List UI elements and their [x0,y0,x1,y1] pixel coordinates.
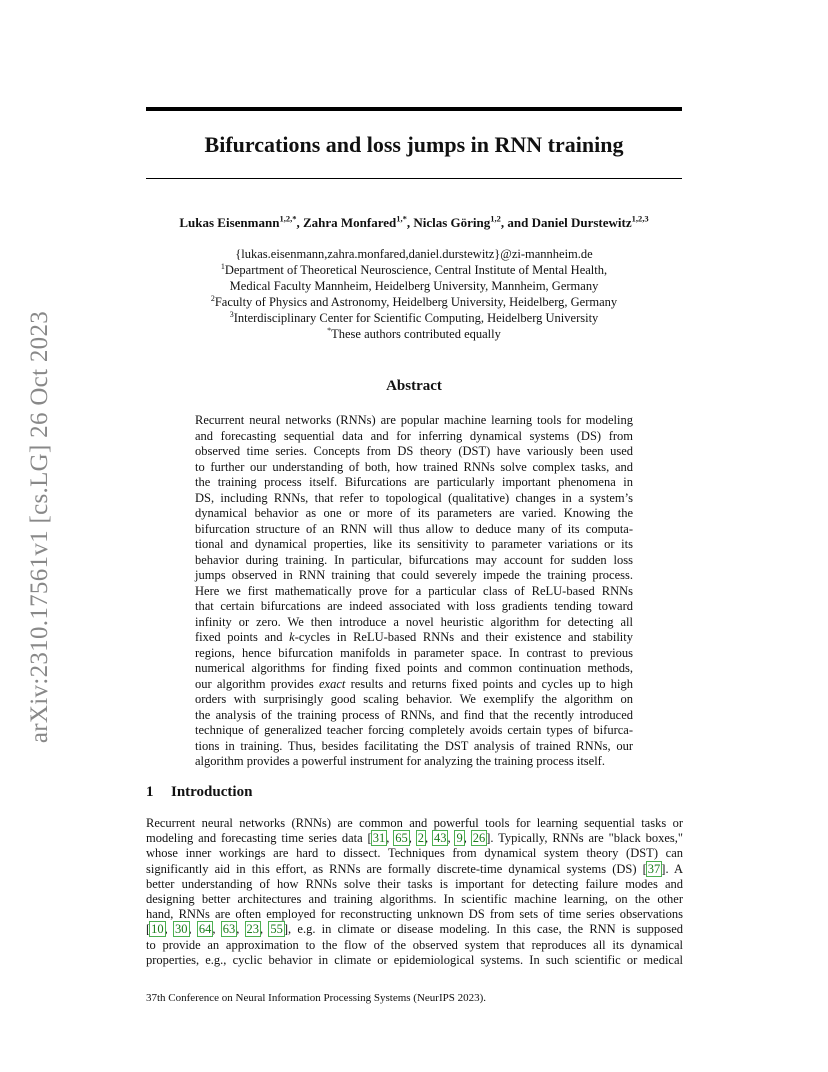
citation-link[interactable]: 43 [433,831,447,846]
body-line: Recurrent neural networks (RNNs) are common and powerful tools for learning sequential tasks or [146,816,683,830]
affiliations [146,246,682,342]
abstract-line: and forecasting sequential data and for inferring dynamical systems (DS) from [195,428,633,443]
affiliation-1 [146,262,682,278]
author-affiliation-marker: 1,2,* [279,213,297,224]
affiliation-text: Department of Theoretical Neuroscience, Central Institute of Mental Health, [224,263,608,277]
affiliation-text: Interdisciplinary Center for Scientific Computing, Heidelberg University [233,311,599,325]
author-separator: , [296,215,303,230]
body-text: [ [146,922,151,937]
body-line: [10, 30, 64, 63, 23, 55], e.g. in climate or disease modeling. In this case, the RNN is supposed [146,922,684,937]
citation-link[interactable]: 37 [647,861,661,876]
affiliation-marker: 3 [229,309,234,319]
author-name: Zahra Monfared [302,215,397,230]
affiliation-2 [146,294,682,310]
citation-link[interactable]: 55 [270,922,283,937]
body-text: ]. Typically, RNNs are "black boxes," [486,831,684,846]
paper-title: Bifurcations and loss jumps in RNN training [204,132,624,157]
author-separator: , and [500,215,532,230]
abstract-line: jumps observed in RNN training that could severely impede the training process. [195,568,633,582]
citation-link[interactable]: 2 [417,831,424,846]
body-line: modeling and forecasting time series data [31, 65, 2, 43, 9, 26]. Typically, RNNs are "black boxes," [146,831,684,846]
citation-link[interactable]: 26 [472,831,486,846]
affiliation-marker: 1 [220,261,225,271]
author-name: Daniel Durstewitz [531,215,632,230]
section-heading-introduction [146,782,682,802]
body-text: ]. A [661,861,684,876]
abstract-line: tions in training. Thus, besides facilitating the DST analysis of trained RNNs, our [195,738,633,753]
body-line: better understanding of how RNNs solve their tasks is important for detecting failure modes and [146,876,683,891]
abstract-line: tional and dynamical properties, like its sensitivity to parameter variations or its [195,537,633,551]
author-name: Lukas Eisenmann [179,215,280,230]
abstract-body [195,413,633,770]
abstract-line: the training process itself. Bifurcations are particularly important phenomena in [195,475,633,489]
abstract-line: to further our understanding of both, how trained RNNs solve complex tasks, and [195,459,633,474]
abstract-line: technique of generalized teacher forcing completely avoids certain types of bifurca- [195,723,633,737]
author-affiliation-marker: 1,* [396,213,407,224]
body-line: properties, e.g., cyclic behavior in climate or epidemiological systems. In such scientific or medical [146,952,683,967]
title-bottom-rule [146,178,682,179]
affiliation-text: Faculty of Physics and Astronomy, Heidelberg University, Heidelberg, Germany [214,295,618,309]
citation-link[interactable]: 31 [372,831,386,846]
title-top-rule [146,107,682,111]
affiliation-1-cont: Medical Faculty Mannheim, Heidelberg University, Mannheim, Germany [229,279,599,293]
abstract-line: numerical algorithms for finding fixed points and common continuation methods, [195,661,633,675]
citation-link[interactable]: 64 [198,922,212,937]
abstract-line: bifurcation structure of an RNN will thus allow to deduce many of its computa- [195,521,633,536]
abstract-line: the analysis of the training process of RNNs, and find that the recently introduced [195,707,633,722]
body-line: hand, RNNs are often employed for reconstructing unknown DS from sets of time series observations [146,907,683,922]
author-list [146,214,682,232]
abstract-line: regions, hence bifurcation manifolds in parameter space. In contrast to previous [195,645,633,660]
abstract-line: behavior during training. In particular, bifurcations may account for sudden loss [195,552,633,567]
section-title: Introduction [171,784,253,800]
author-affiliation-marker: 1,2,3 [631,213,649,224]
footnote-marker: * [327,325,332,335]
citation-link[interactable]: 65 [395,831,408,846]
abstract-line: fixed points and k-cycles in ReLU-based RNNs and their existence and stability [195,630,634,644]
note-text: These authors contributed equally [331,327,501,341]
citation-link[interactable]: 10 [151,922,164,937]
body-line: designing better architectures and training algorithms. In scientific machine learning, on the other [146,892,683,907]
conference-footer: 37th Conference on Neural Information Processing Systems (NeurIPS 2023). [146,992,487,1004]
affiliation-marker: 2 [210,293,215,303]
section-number: 1 [146,784,154,800]
author-emails: {lukas.eisenmann,zahra.monfared,daniel.durstewitz}@zi-mannheim.de [235,247,593,261]
body-text: modeling and forecasting time series data [ [146,831,372,846]
abstract-line: Recurrent neural networks (RNNs) are popular machine learning tools for modeling [195,413,633,427]
body-line: whose inner workings are hard to dissect. Techniques from dynamical system theory (DST) can [146,846,683,861]
abstract-heading: Abstract [386,378,442,394]
abstract-line: observed time series. Concepts from DS theory (DST) have variously been used [195,444,633,458]
abstract-line: orders with surprisingly good scaling behavior. We exemplify the algorithm on [195,692,633,706]
introduction-body [146,816,683,968]
abstract-line: Here we first mathematically prove for a particular class of ReLU-based RNNs [195,583,633,598]
citation-link[interactable]: 30 [175,922,188,937]
abstract-line: DS, including RNNs, that refer to topological (qualitative) changes in a system’s [195,490,633,505]
abstract-line: infinity or zero. We then introduce a novel heuristic algorithm for detecting all [195,614,633,629]
abstract-line: our algorithm provides exact results and returns fixed points and cycles up to high [195,676,633,691]
citation-link[interactable]: 9 [456,831,463,846]
citation-link[interactable]: 23 [246,922,260,937]
abstract-line: that certain bifurcations are indeed associated with loss gradients tending toward [195,599,633,613]
abstract-line: algorithm provides a powerful instrument for analyzing the training process itself. [195,754,605,768]
abstract-line: dynamical behavior as one or more of its parameters are varied. Knowing the [195,506,633,520]
author-name: Niclas Göring [413,215,491,230]
author-separator: , [406,215,414,230]
arxiv-identifier[interactable]: arXiv:2310.17561v1 [cs.LG] 26 Oct 2023 [26,310,53,744]
body-text: ], e.g. in climate or disease modeling. In this case, the RNN is supposed [283,922,684,937]
body-line: to provide an approximation to the flow of the observed system that reproduces all its dynamical [146,937,683,952]
citation-link[interactable]: 63 [222,922,236,937]
equal-contribution-note [146,326,682,342]
affiliation-3 [146,310,682,326]
body-line [146,862,683,877]
author-affiliation-marker: 1,2 [490,213,501,224]
body-text: significantly aid in this effort, as RNNs are formally discrete-time dynamical systems (DS) [ [146,861,647,876]
